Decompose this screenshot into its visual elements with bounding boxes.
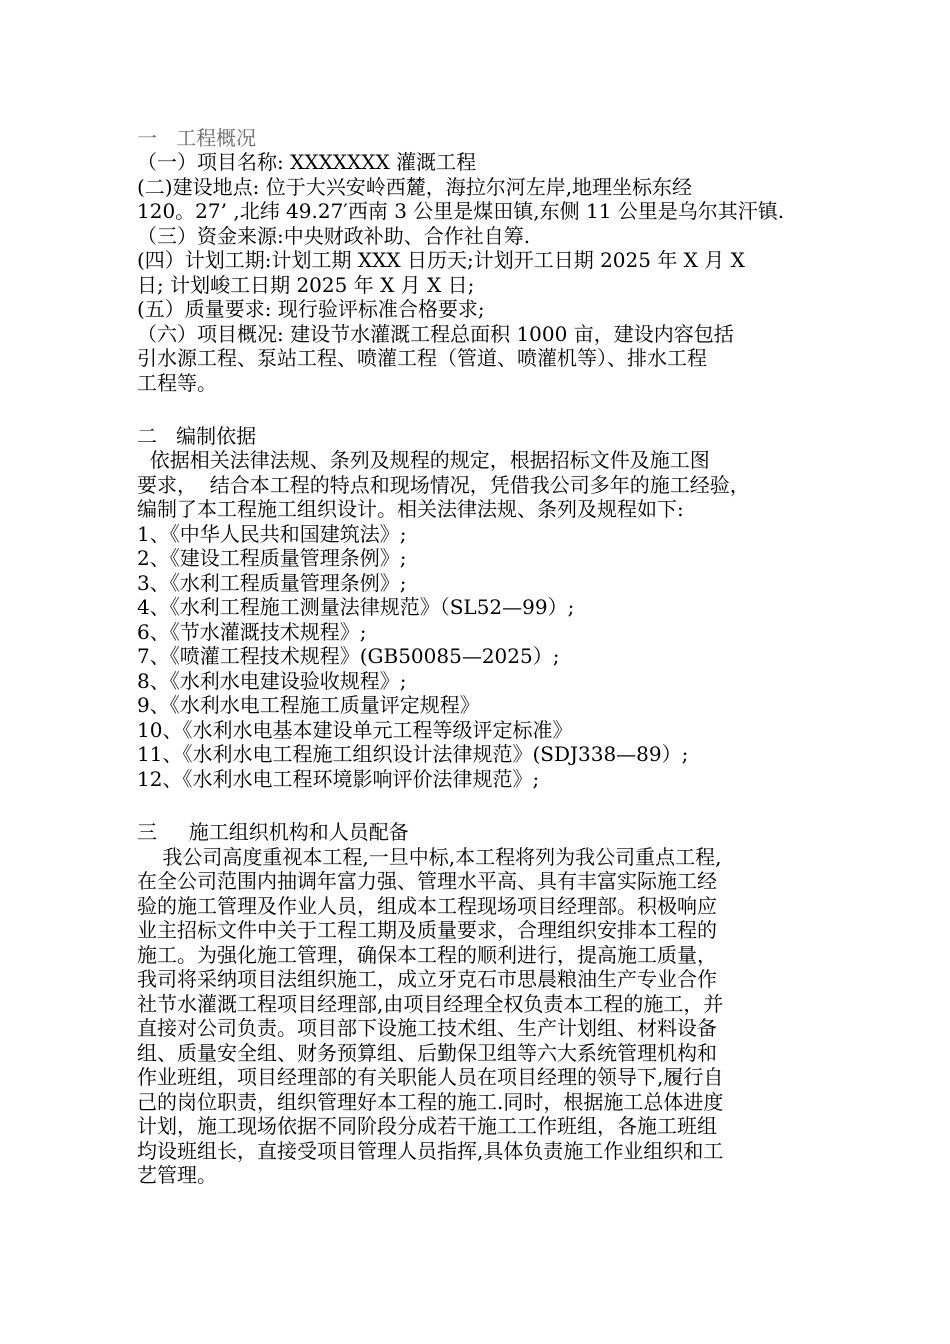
regulation-item: 7、《喷灌工程技术规程》(GB50085—2025）; [137,644,560,668]
schedule-line-2: 日; 计划峻工日期 2025 年 X 月 X 日; [137,273,475,297]
organization-paragraph-line: 己的岗位职责，组织管理好本工程的施工.同时，根据施工总体进度 [137,1090,724,1114]
regulation-item: 8、《水利水电建设验收规程》; [137,669,407,693]
section-heading-overview: 一 工程概况 [137,126,257,150]
overview-line-1: （六）项目概况: 建设节水灌溉工程总面积 1000 亩，建设内容包括 [137,322,734,346]
organization-paragraph-line: 社节水灌溉工程项目经理部,由项目经理全权负责本工程的施工，并 [137,992,724,1016]
organization-paragraph-line: 验的施工管理及作业人员，组成本工程现场项目经理部。积极响应 [137,894,717,918]
organization-paragraph-line: 直接对公司负责。项目部下设施工技术组、生产计划组、材料设备 [137,1016,717,1040]
organization-paragraph-line: 我公司高度重视本工程,一旦中标,本工程将列为我公司重点工程, [137,845,722,869]
section-heading-organization: 三 施工组织机构和人员配备 [137,820,409,844]
overview-line-3: 工程等。 [137,371,217,395]
location-line-2: 120。27’ ,北纬 49.27′西南 3 公里是煤田镇,东侧 11 公里是乌尔其汗镇. [137,199,785,223]
location-line-1: (二)建设地点: 位于大兴安岭西麓，海拉尔河左岸,地理坐标东经 [137,175,693,199]
quality-line: (五）质量要求: 现行验评标准合格要求; [137,297,485,321]
regulation-item: 3、《水利工程质量管理条例》; [137,571,407,595]
regulation-item: 12、《水利水电工程环境影响评价法律规范》; [137,767,540,791]
regulation-item: 10、《水利水电基本建设单元工程等级评定标准》 [137,718,573,742]
basis-paragraph-line-2: 要求， 结合本工程的特点和现场情况，凭借我公司多年的施工经验， [137,473,750,497]
organization-paragraph-line: 业主招标文件中关于工程工期及质量要求，合理组织安排本工程的 [137,918,717,942]
basis-paragraph-line-3: 编制了本工程施工组织设计。相关法律法规、条列及规程如下: [137,497,684,521]
regulation-item: 2、《建设工程质量管理条例》; [137,546,407,570]
overview-line-2: 引水源工程、泵站工程、喷灌工程（管道、喷灌机等）、排水工程 [137,346,707,370]
organization-paragraph-line: 组、质量安全组、财务预算组、后勤保卫组等六大系统管理机构和 [137,1041,717,1065]
regulation-item: 4、《水利工程施工测量法律规范》（SL52—99）; [137,595,575,619]
section-heading-basis: 二 编制依据 [137,424,257,448]
organization-paragraph-line: 作业班组，项目经理部的有关职能人员在项目经理的领导下,履行自 [137,1065,724,1089]
organization-paragraph-line: 计划，施工现场依据不同阶段分成若干施工工作班组，各施工班组 [137,1114,717,1138]
organization-paragraph-line: 艺管理。 [137,1163,217,1187]
organization-paragraph-line: 均设班组长，直接受项目管理人员指挥,具体负责施工作业组织和工 [137,1139,724,1163]
regulation-item: 9、《水利水电工程施工质量评定规程》 [137,693,480,717]
organization-paragraph-line: 我司将采纳项目法组织施工，成立牙克石市思晨粮油生产专业合作 [137,967,717,991]
organization-paragraph-line: 在全公司范围内抽调年富力强、管理水平高、具有丰富实际施工经 [137,869,717,893]
regulation-item: 1、《中华人民共和国建筑法》; [137,522,407,546]
funding-line: （三）资金来源:中央财政补助、合作社自筹. [137,224,531,248]
project-name-line: （一）项目名称: XXXXXXX 灌溉工程 [137,150,477,174]
schedule-line-1: (四）计划工期:计划工期 XXX 日历天;计划开工日期 2025 年 X 月 X [137,248,745,272]
regulation-item: 11、《水利水电工程施工组织设计法律规范》(SDJ338—89）; [137,742,689,766]
organization-paragraph-line: 施工。为强化施工管理，确保本工程的顺利进行，提高施工质量， [137,943,717,967]
regulation-item: 6、《节水灌溉技术规程》; [137,620,367,644]
basis-paragraph-line-1: 依据相关法律法规、条列及规程的规定，根据招标文件及施工图 [137,448,710,472]
